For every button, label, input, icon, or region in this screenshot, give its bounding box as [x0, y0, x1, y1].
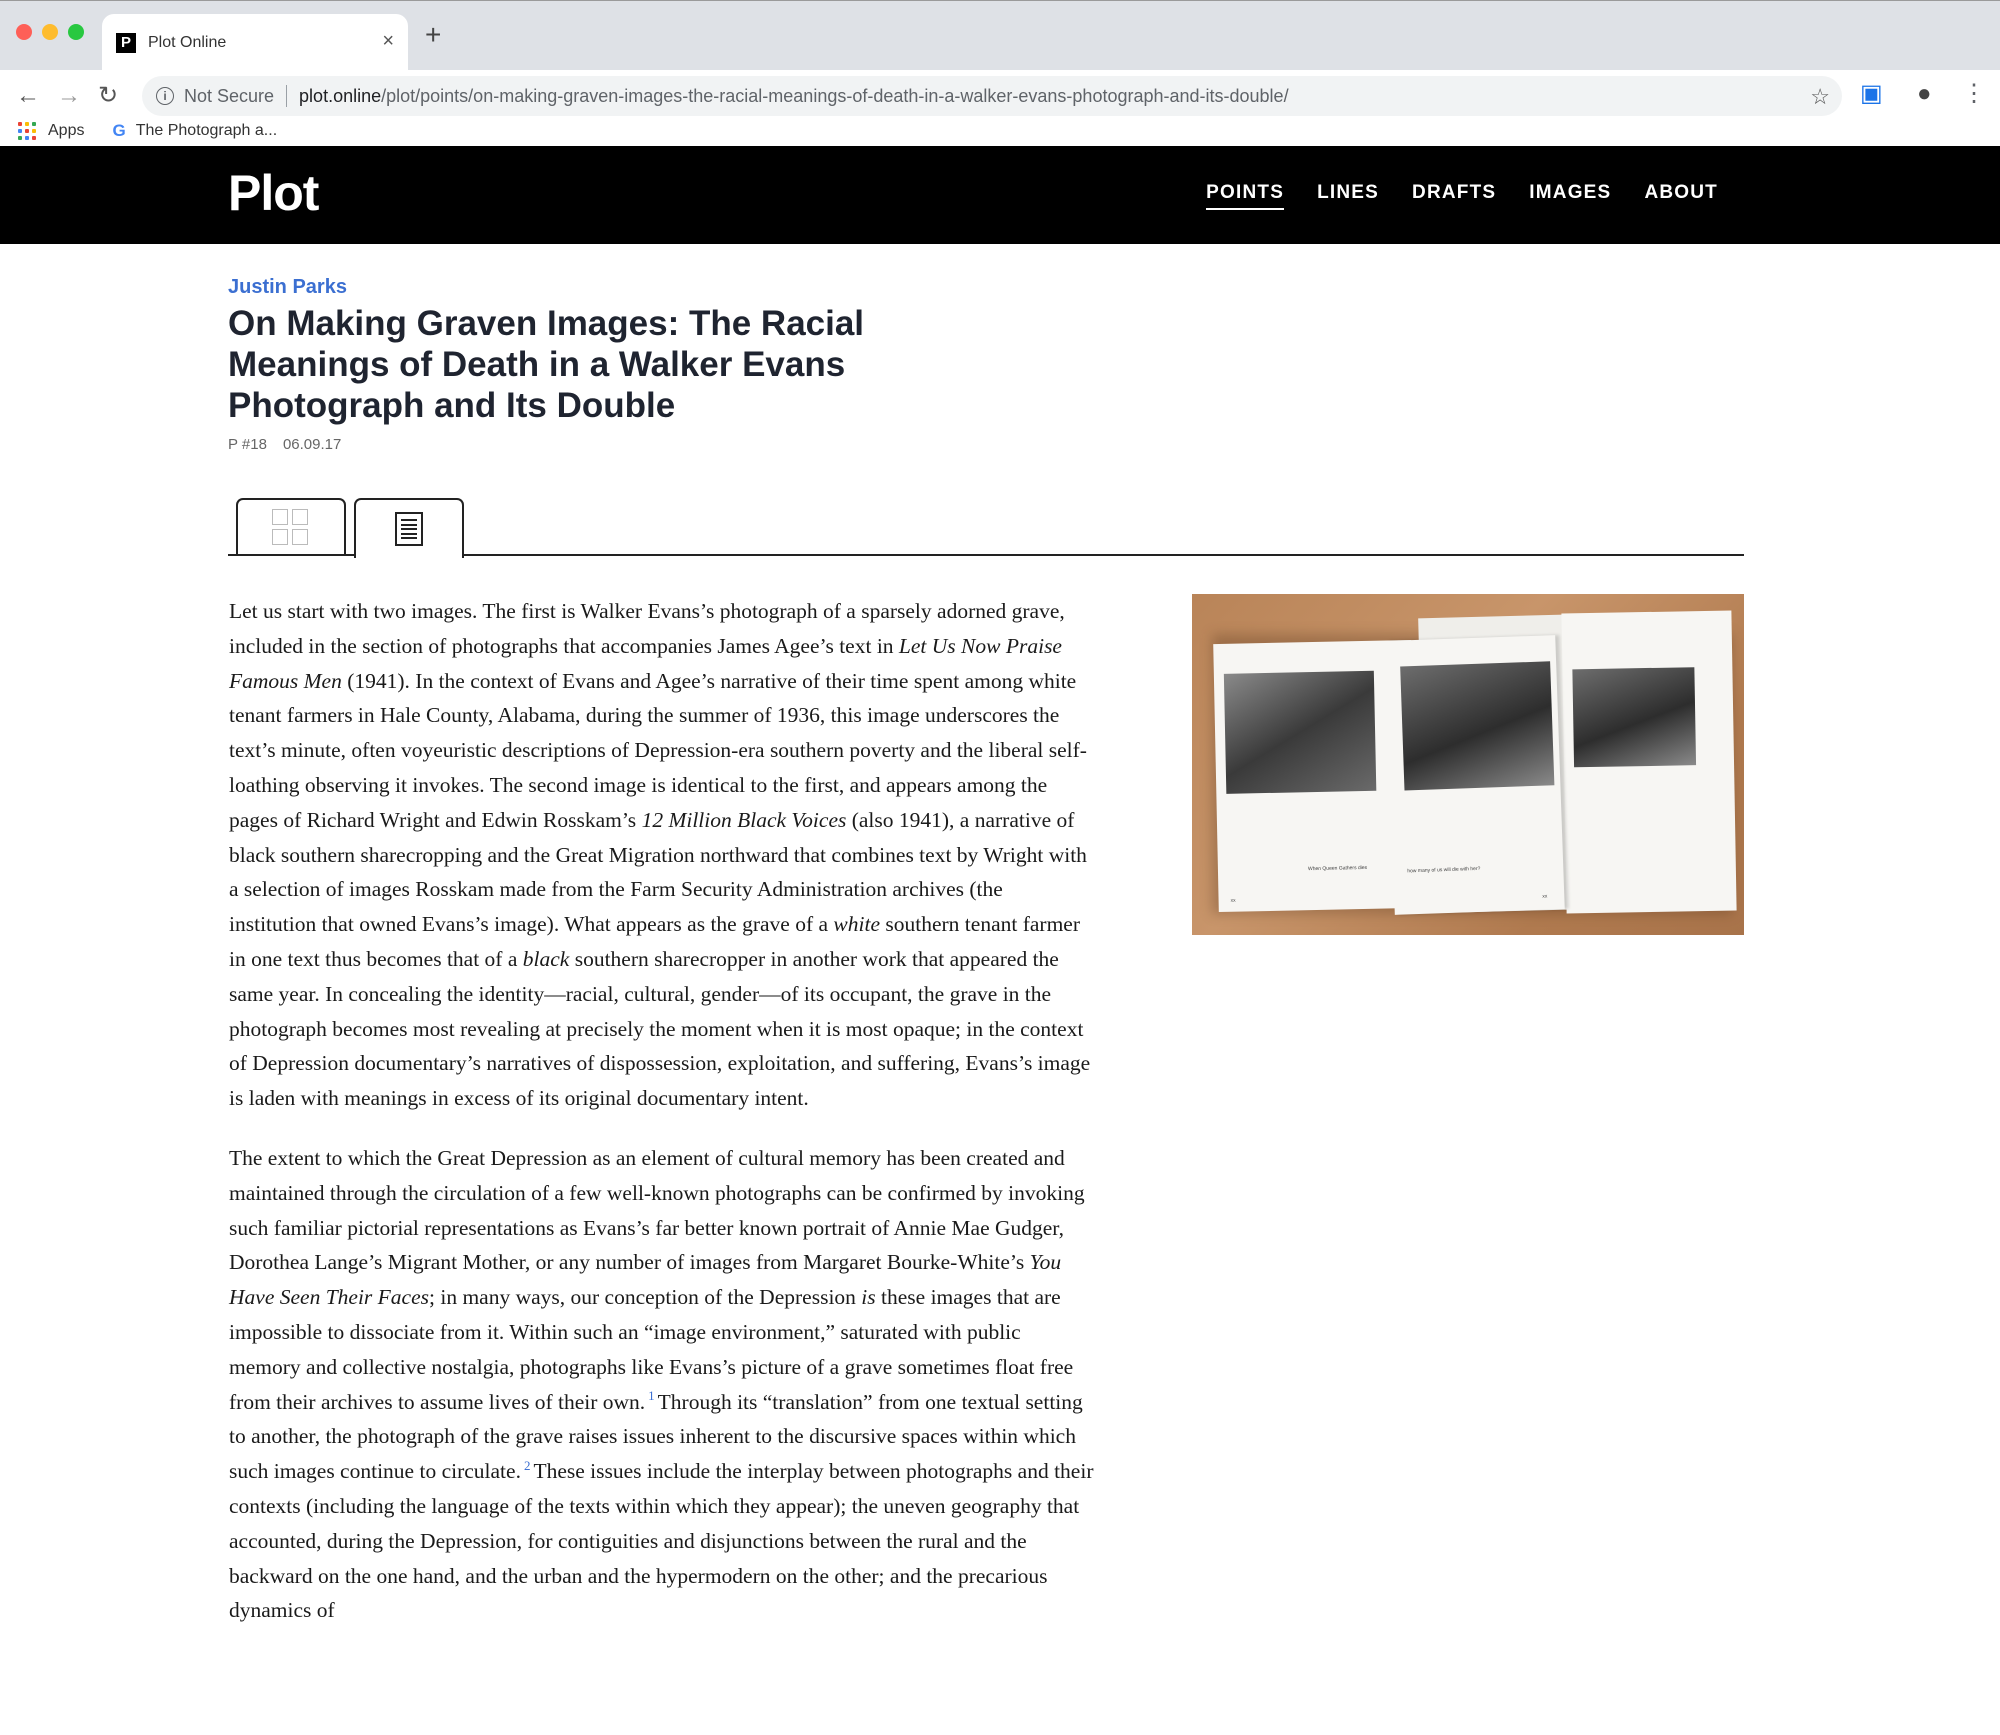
browser-tab-strip [0, 0, 2000, 70]
italic-text: is [861, 1285, 876, 1310]
site-logo[interactable]: Plot [228, 165, 319, 221]
plot-favicon-icon: P [116, 33, 136, 53]
close-tab-icon[interactable]: × [382, 30, 394, 52]
paragraph-text: The extent to which the Great Depression as an element of cultural memory has been created and maintained through the circulation of a few well-known photographs can be confirmed by invoking such familiar pictorial representations as Evans’s far better known portrait of Annie Mae Gudger, Dorothea Lange’s Migrant Mother, or any number of images from Margaret Bourke-White’s [229, 1145, 1085, 1275]
url-separator [286, 85, 287, 107]
paragraph-text: southern sharecropper in another work that appeared the same year. In concealing the identity—racial, cultural, gender—of its occupant, the grave in the photograph becomes most revealing at precisely the moment when it is most opaque; in the context of Depression documentary’s narratives of dispossession, exploitation, and suffering, Evans’s image is laden with meanings in excess of its original documentary intent. [229, 946, 1091, 1111]
info-icon[interactable]: i [156, 87, 174, 105]
tab-title: Plot Online [148, 33, 227, 51]
article-photo[interactable] [1192, 594, 1744, 935]
italic-text: white [833, 912, 881, 937]
site-header [0, 146, 2000, 244]
article-title: On Making Graven Images: The Racial Meanings of Death in a Walker Evans Photograph and Its Double [228, 304, 865, 425]
italic-text: 12 Million Black Voices [641, 807, 847, 832]
back-book-right-page [1561, 611, 1736, 914]
security-label: Not Secure [184, 85, 275, 106]
apps-bookmark[interactable]: Apps [48, 122, 85, 139]
extension-icon[interactable]: ▣ [1860, 80, 1883, 107]
browser-tab[interactable] [102, 14, 408, 71]
italic-text: You Have Seen Their Faces [229, 1250, 1062, 1310]
caption-right: how many of us will die with her? [1407, 865, 1481, 875]
article-number: P #18 [228, 436, 267, 453]
caption-left: When Queen Gathers dies [1307, 864, 1368, 873]
bookmark-item[interactable]: The Photograph a... [135, 122, 278, 139]
new-tab-button[interactable]: + [425, 19, 442, 50]
menu-icon[interactable]: ⋮ [1962, 80, 1986, 107]
paragraph-text: southern tenant farmer in one text thus becomes that of a [229, 912, 1081, 971]
paragraph-text: Through its “translation” from one textual setting to another, the photograph of the grave raises issues inherent to the discursive spaces within which such images continue to circulate. [229, 1389, 1083, 1484]
google-icon: G [112, 121, 126, 140]
front-book-right-page [1385, 635, 1564, 915]
article-date: 06.09.17 [282, 436, 342, 453]
article-meta [228, 436, 341, 453]
italic-text: black [522, 946, 570, 971]
back-arrow-icon[interactable]: ← [16, 82, 40, 109]
text-view-icon [395, 512, 423, 546]
grave-photo-center [1400, 661, 1554, 790]
nav-about[interactable]: ABOUT [1644, 182, 1718, 203]
footnote-link[interactable]: 2 [523, 1457, 531, 1473]
minimize-window-button[interactable] [42, 24, 58, 40]
paragraph-1 [229, 594, 1095, 1116]
nav-images[interactable]: IMAGES [1529, 182, 1612, 203]
paragraph-2 [229, 1141, 1095, 1628]
page-number-left: xx [1230, 897, 1236, 904]
apps-grid-icon[interactable] [18, 122, 36, 140]
article-body [229, 594, 1095, 1653]
profile-icon[interactable]: ● [1917, 80, 1932, 107]
paragraph-text: (also 1941), a narrative of black southern sharecropping and the Great Migration northward that combines text by Wright with a selection of images Rosskam made from the Farm Security Administration archives (the institution that owned Evans’s image). What appears as the grave of a [229, 807, 1087, 937]
paragraph-text: Let us start with two images. The first is Walker Evans’s photograph of a sparsely adorned grave, included in the section of photographs that accompanies James Agee’s text in [229, 599, 1065, 658]
paragraph-text: ; in many ways, our conception of the Depression [429, 1285, 862, 1310]
reload-icon[interactable]: ↻ [98, 82, 119, 109]
paragraph-text: These issues include the interplay between photographs and their contexts (including the language of the texts within which they appear); the uneven geography that accounted, during the Depression, for contiguities and disjunctions between the rural and the backward on the one hand, and the urban and the hypermodern on the other; and the precarious dynamics of [229, 1459, 1094, 1623]
tab-grid-view[interactable] [236, 498, 346, 554]
grid-view-icon [272, 509, 310, 545]
footnote-link[interactable]: 1 [648, 1388, 655, 1404]
main-nav [1206, 182, 1718, 210]
author-link[interactable]: Justin Parks [228, 276, 347, 298]
paragraph-text: (1941). In the context of Evans and Agee’s narrative of their time spent among white tenant farmers in Hale County, Alabama, during the summer of 1936, this image underscores the text’s minute, often voyeuristic descriptions of Depression-era southern poverty and the liberal self-loathing observing it invokes. The second image is identical to the first, and appears among the pages of Richard Wright and Edwin Rosskam’s [229, 668, 1087, 832]
nav-lines[interactable]: LINES [1317, 182, 1380, 203]
grave-photo-small [1572, 667, 1696, 767]
italic-text: Let Us Now Praise Famous Men [229, 633, 1062, 693]
nav-points[interactable]: POINTS [1206, 182, 1284, 210]
nav-drafts[interactable]: DRAFTS [1412, 182, 1497, 203]
maximize-window-button[interactable] [68, 24, 84, 40]
close-window-button[interactable] [16, 24, 32, 40]
page-number-right: xx [1542, 893, 1548, 900]
tab-text-view[interactable] [354, 498, 464, 558]
view-tabs [228, 498, 1744, 556]
url-path: /plot/points/on-making-graven-images-the-racial-meanings-of-death-in-a-walker-evans-photograph-and-its-double/ [381, 85, 1289, 106]
forward-arrow-icon[interactable]: → [57, 82, 81, 109]
star-icon[interactable]: ☆ [1810, 84, 1830, 109]
paragraph-text: these images that are impossible to dissociate from it. Within such an “image environment,” saturated with public memory and collective nostalgia, photographs like Evans’s picture of a grave sometimes float free from their archives to assume lives of their own. [229, 1285, 1074, 1414]
grave-photo-left [1224, 671, 1376, 794]
url-domain: plot.online [299, 85, 382, 106]
